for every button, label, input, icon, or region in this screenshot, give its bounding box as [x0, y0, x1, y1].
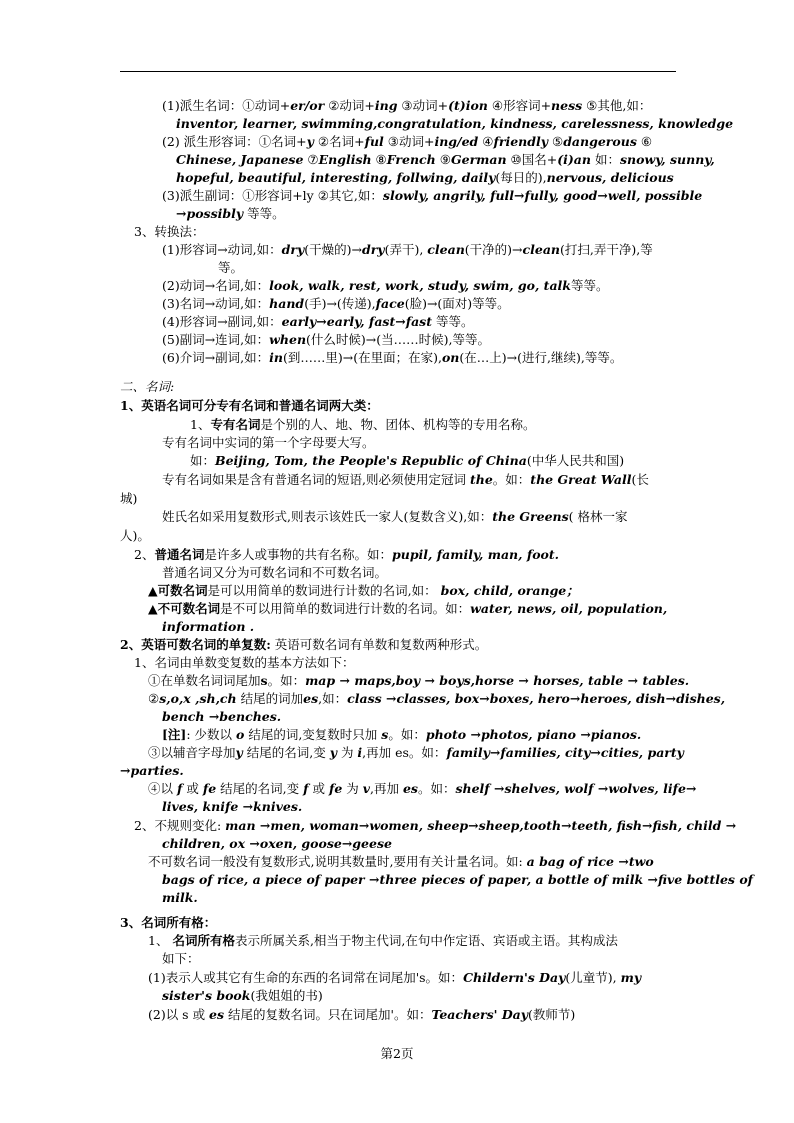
text-line: [162, 241, 653, 259]
text-run: information .: [162, 619, 255, 634]
text-run: sister's book: [162, 988, 251, 1003]
text-run: ①在单数名词词尾加: [148, 673, 261, 688]
text-run: (3)派生副词：①形容词+ly ②其它,如：: [162, 188, 383, 203]
text-run: 专有名词: [210, 417, 261, 432]
text-run: →possibly: [176, 206, 244, 221]
text-run: 表示所属关系,相当于物主代词,在句中作定语、宾语或主语。其构成法: [234, 933, 618, 948]
text-run: inventor, learner, swimming,congratulation, kindness, carelessness, knowledge: [176, 116, 734, 131]
text-run: slowly, angrily, full→fully, good→well, possible: [382, 188, 703, 203]
text-run: ②: [148, 691, 160, 706]
text-run: (1)派生名词：①动词+: [162, 98, 291, 113]
text-line: [148, 1006, 575, 1024]
text-run: f: [303, 781, 309, 796]
text-run: 。如：: [492, 472, 531, 487]
text-line: [162, 708, 281, 726]
text-run: fe: [328, 781, 343, 796]
text-line: [162, 564, 387, 582]
text-run: early→early, fast→fast: [281, 314, 432, 329]
text-run: (2)动词→名词,如：: [162, 278, 270, 293]
text-run: ⑤其他,如：: [582, 98, 652, 113]
text-run: f: [176, 781, 183, 796]
text-run: (干燥的)→: [304, 242, 362, 257]
text-run: 为: [336, 745, 358, 760]
text-run: (1)形容词→动词,如：: [162, 242, 282, 257]
text-run: es: [303, 691, 319, 706]
text-line: [162, 987, 323, 1005]
text-run: a bag of rice →two: [526, 854, 654, 869]
text-run: o: [236, 727, 245, 742]
text-line: [162, 471, 649, 489]
text-run: (弄干),: [384, 242, 428, 257]
text-line: [120, 527, 150, 545]
text-run: hopeful, beautiful, interesting, follwing, daily: [176, 170, 496, 185]
text-line: [134, 546, 559, 564]
text-run: ③以辅音字母加: [148, 745, 236, 760]
text-run: 结尾的复数名词。只在词尾加'。如：: [224, 1007, 432, 1022]
text-line: [120, 490, 137, 508]
text-run: [注]: [162, 727, 187, 742]
text-run: (t)ion: [448, 98, 488, 113]
text-line: [148, 744, 684, 762]
text-run: Chinese, Japanese: [176, 152, 304, 167]
text-run: ④: [478, 134, 494, 149]
text-run: on: [441, 350, 460, 365]
text-run: 等等。: [432, 314, 474, 329]
text-run: (5)副词→连词,如：: [162, 332, 270, 347]
text-run: Beijing, Tom, the People's Republic of China: [215, 453, 527, 468]
text-run: family→families, city→cities, party: [446, 745, 684, 760]
text-run: 2、英语可数名词的单复数:: [120, 637, 271, 652]
text-run: 是许多人或事物的共有名称。如：: [204, 547, 392, 562]
text-line: [162, 798, 302, 816]
text-run: ⑩国名+: [506, 152, 558, 167]
text-line: [148, 853, 654, 871]
text-line: [134, 223, 204, 241]
text-run: ,再加 es。如：: [362, 745, 447, 760]
text-run: ing: [374, 98, 398, 113]
text-run: water, news, oil, population,: [470, 601, 668, 616]
text-line: [120, 378, 174, 396]
text-run: dry: [281, 242, 305, 257]
text-run: snowy, sunny,: [619, 152, 715, 167]
text-run: 等等。: [243, 206, 285, 221]
text-run: 。如：: [417, 781, 456, 796]
text-line: [162, 871, 753, 889]
text-run: in: [269, 350, 283, 365]
text-run: 如：: [591, 152, 620, 167]
text-run: clean: [427, 242, 465, 257]
text-line: [162, 277, 609, 295]
text-run: v: [362, 781, 370, 796]
text-line: [148, 780, 696, 798]
text-run: s: [381, 727, 389, 742]
text-run: shelf →shelves, wolf →wolves, life→: [455, 781, 697, 796]
text-run: bench →benches.: [162, 709, 282, 724]
text-run: : 少数以: [186, 727, 237, 742]
text-line: [162, 835, 392, 853]
text-run: 3、转换法：: [134, 224, 205, 239]
text-line: [162, 349, 622, 367]
text-run: 结尾的名词,变: [216, 781, 304, 796]
text-run: when: [269, 332, 307, 347]
text-run: ful: [364, 134, 384, 149]
text-run: 1、: [148, 933, 173, 948]
text-run: 2、不规则变化:: [134, 818, 226, 833]
text-line: [148, 932, 618, 950]
text-run: i: [357, 745, 363, 760]
text-run: bags of rice, a piece of paper →three pieces of paper, a bottle of milk →five bottles of: [162, 872, 754, 887]
text-run: fe: [202, 781, 217, 796]
text-line: [162, 950, 200, 968]
text-line: [218, 259, 243, 277]
text-line: [148, 690, 725, 708]
text-run: 是个别的人、地、物、团体、机构等的专用名称。: [260, 417, 536, 432]
text-run: Teachers' Day: [431, 1007, 529, 1022]
text-run: (脸)→(面对)等等。: [404, 296, 510, 311]
text-run: nervous, delicious: [546, 170, 674, 185]
text-run: (6)介词→副词,如：: [162, 350, 270, 365]
text-line: [162, 187, 702, 205]
text-run: (2) 派生形容词：①名词+: [162, 134, 307, 149]
text-run: 2、: [134, 547, 155, 562]
text-run: 名词所有格: [172, 933, 235, 948]
text-run: 等。: [218, 260, 244, 275]
text-run: German: [450, 152, 507, 167]
text-run: the Greens: [492, 509, 569, 524]
text-run: 英语可数名词有单数和复数两种形式。: [270, 637, 488, 652]
text-line: [162, 97, 651, 115]
text-run: ⑦: [303, 152, 319, 167]
text-run: ⑨: [435, 152, 451, 167]
text-run: y: [306, 134, 314, 149]
text-run: children, ox →oxen, goose→geese: [162, 836, 392, 851]
text-run: 结尾的词,变复数时只加: [244, 727, 382, 742]
text-run: man →men, woman→women, sheep→sheep,tooth→teeth, fish→fish, child →: [225, 818, 737, 833]
text-line: [134, 817, 736, 835]
text-line: [162, 434, 375, 452]
text-run: ( 格林一家: [568, 509, 628, 524]
text-line: [148, 672, 689, 690]
text-run: (我姐姐的书): [250, 988, 323, 1003]
text-run: ④形容词+: [487, 98, 552, 113]
text-run: 结尾的词加: [236, 691, 304, 706]
text-run: 结尾的名词,变: [242, 745, 330, 760]
text-run: (教师节): [528, 1007, 576, 1022]
text-run: 是可以用简单的数词进行计数的名词,如：: [207, 583, 441, 598]
text-line: [162, 313, 473, 331]
text-run: 人)。: [120, 528, 150, 543]
text-run: s,o,x ,sh,ch: [159, 691, 237, 706]
text-run: 普通名词又分为可数名词和不可数名词。: [162, 565, 388, 580]
text-run: (什么时候)→(当……时候),等等。: [306, 332, 491, 347]
text-run: 城): [120, 491, 138, 506]
text-run: (儿童节),: [565, 970, 621, 985]
text-run: (4)形容词→副词,如：: [162, 314, 282, 329]
text-line: [148, 969, 641, 987]
text-line: [162, 331, 490, 349]
text-run: ②动词+: [324, 98, 375, 113]
text-run: class →classes, box→boxes, hero→heroes, dish→dishes,: [347, 691, 726, 706]
text-line: [134, 654, 354, 672]
text-run: face: [375, 296, 405, 311]
text-run: 专有名词中实词的第一个字母要大写。: [162, 435, 375, 450]
text-run: box, child, orange；: [440, 583, 579, 598]
text-line: [176, 169, 674, 187]
text-run: 1、: [190, 417, 211, 432]
text-line: [120, 762, 184, 780]
text-run: ing/ed: [434, 134, 479, 149]
text-run: friendly: [493, 134, 548, 149]
text-run: the Great Wall: [530, 472, 632, 487]
text-line: [190, 452, 624, 470]
text-run: 不可数名词一般没有复数形式,说明其数量时,要用有关计量名词。如:: [148, 854, 527, 869]
text-run: 或: [182, 781, 203, 796]
text-run: ⑧: [371, 152, 387, 167]
text-run: es: [209, 1007, 225, 1022]
text-run: 如下：: [162, 951, 200, 966]
text-run: the: [469, 472, 493, 487]
text-run: s: [260, 673, 268, 688]
text-line: [176, 115, 733, 133]
text-line: [162, 726, 641, 744]
text-run: pupil, family, man, foot.: [391, 547, 560, 562]
text-line: [176, 205, 285, 223]
text-run: er/or: [290, 98, 325, 113]
text-run: clean: [522, 242, 561, 257]
text-run: ,如：: [318, 691, 348, 706]
text-run: (每日的),: [495, 170, 547, 185]
text-line: [148, 600, 667, 618]
text-run: Childern's Day: [463, 970, 566, 985]
text-line: [176, 151, 715, 169]
text-line: [120, 397, 379, 415]
text-run: ,再加: [370, 781, 403, 796]
text-run: ⑥: [636, 134, 653, 149]
text-run: look, walk, rest, work, study, swim, go, talk: [269, 278, 571, 293]
text-run: 3、名词所有格：: [120, 915, 217, 930]
text-run: 为: [342, 781, 363, 796]
header-rule: [120, 71, 676, 72]
text-run: (手)→(传递),: [304, 296, 376, 311]
page-number: 第2页: [380, 1046, 414, 1061]
text-run: dry: [361, 242, 385, 257]
text-run: 。如：: [267, 673, 306, 688]
text-line: [190, 416, 535, 434]
text-run: (1)表示人或其它有生命的东西的名词常在词尾加's。如：: [148, 970, 464, 985]
text-run: my: [620, 970, 642, 985]
text-run: ③动词+: [383, 134, 435, 149]
text-run: 是不可以用简单的数词进行计数的名词。如：: [220, 601, 471, 616]
text-run: dangerous: [563, 134, 637, 149]
text-run: 姓氏名如采用复数形式,则表示该姓氏一家人(复数含义),如：: [162, 509, 493, 524]
text-line: [148, 582, 579, 600]
text-run: French: [386, 152, 436, 167]
text-run: (2)以 s 或: [148, 1007, 210, 1022]
text-line: [162, 508, 628, 526]
text-run: 专有名词如果是含有普通名词的短语,则必须使用定冠词: [162, 472, 470, 487]
text-run: milk.: [162, 890, 198, 905]
text-run: ②名词+: [313, 134, 365, 149]
text-run: English: [318, 152, 372, 167]
text-line: [120, 914, 216, 932]
text-run: ④以: [148, 781, 177, 796]
text-run: (打扫,弄干净),等: [560, 242, 653, 257]
text-run: ness: [551, 98, 583, 113]
text-run: y: [329, 745, 337, 760]
text-run: (i)an: [557, 152, 591, 167]
text-run: y: [235, 745, 243, 760]
text-run: photo →photos, piano →pianos.: [425, 727, 642, 742]
text-run: →parties.: [120, 763, 184, 778]
text-run: ▲可数名词: [148, 583, 208, 598]
text-run: 如：: [190, 453, 216, 468]
text-run: (3)名词→动词,如：: [162, 296, 270, 311]
text-run: 。如：: [388, 727, 426, 742]
text-run: 等等。: [570, 278, 609, 293]
text-run: ▲不可数名词: [148, 601, 221, 616]
text-run: (长: [631, 472, 649, 487]
text-run: (干净的)→: [464, 242, 523, 257]
text-line: [162, 295, 510, 313]
text-line: [120, 636, 487, 654]
text-run: (在…上)→(进行,继续),等等。: [459, 350, 623, 365]
text-run: 普通名词: [154, 547, 205, 562]
text-line: [162, 889, 198, 907]
text-run: ⑤: [548, 134, 564, 149]
text-run: 1、英语名词可分专有名词和普通名词两大类：: [120, 398, 379, 413]
text-line: [162, 133, 652, 151]
text-run: 二、名词:: [120, 379, 175, 394]
text-run: map → maps,boy → boys,horse → horses, table → tables.: [305, 673, 690, 688]
text-run: 1、名词由单数变复数的基本方法如下：: [134, 655, 355, 670]
text-run: (中华人民共和国): [526, 453, 625, 468]
text-run: hand: [269, 296, 305, 311]
text-run: 或: [308, 781, 329, 796]
text-run: lives, knife →knives.: [162, 799, 303, 814]
text-run: es: [402, 781, 418, 796]
text-line: [162, 618, 254, 636]
text-run: ③动词+: [397, 98, 449, 113]
text-run: (到……里)→(在里面；在家),: [283, 350, 442, 365]
